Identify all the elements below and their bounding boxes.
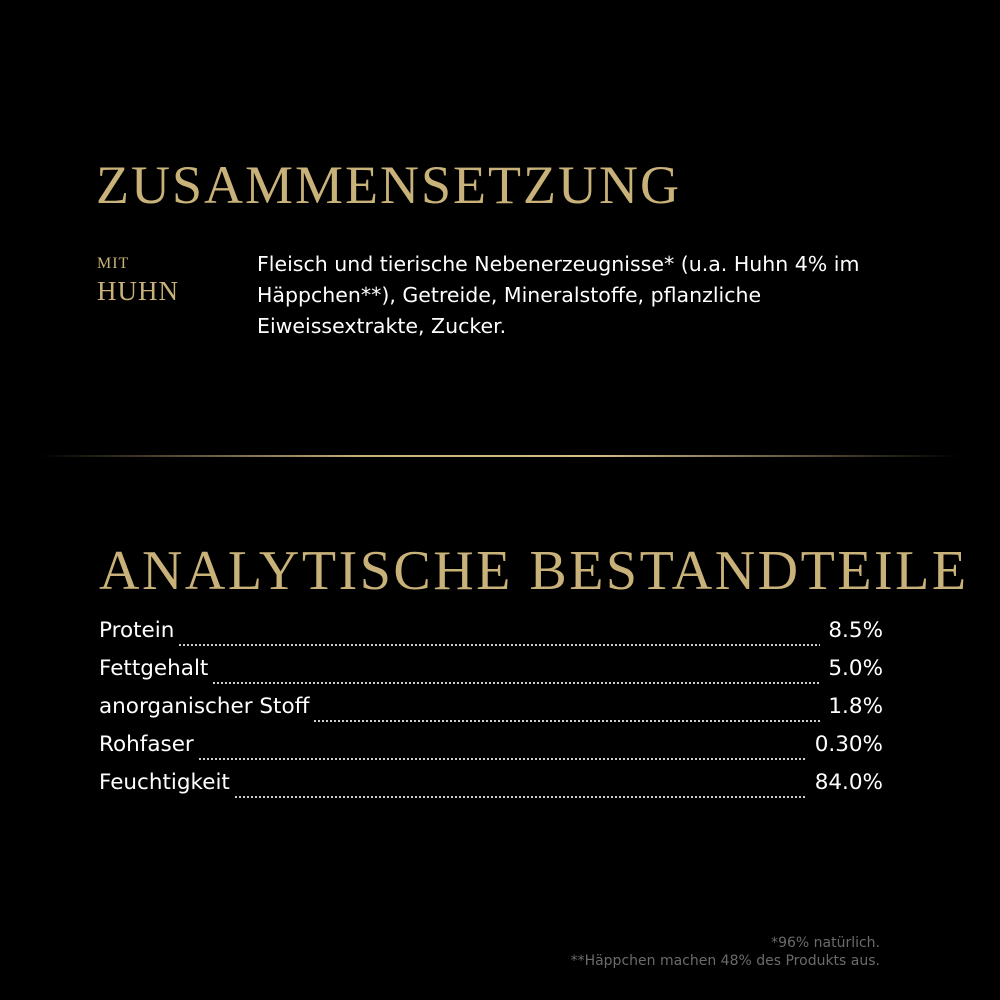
section-divider: [40, 455, 960, 457]
analysis-row-rohfaser: [99, 732, 883, 770]
variant-prefix: MIT: [97, 255, 130, 272]
analysis-label: anorganischer Stoff: [99, 694, 310, 719]
analysis-value: 5.0%: [828, 656, 883, 681]
analysis-label: Feuchtigkeit: [99, 770, 230, 795]
analysis-value: 84.0%: [814, 770, 883, 795]
analysis-list: [99, 618, 883, 808]
analysis-row-anorganischer-stoff: [99, 694, 883, 732]
analysis-value: 1.8%: [828, 694, 883, 719]
analysis-row-feuchtigkeit: [99, 770, 883, 808]
composition-heading: ZUSAMMENSETZUNG: [96, 155, 682, 215]
variant-name: HUHN: [97, 276, 179, 306]
dot-leader: [234, 795, 807, 799]
analysis-value: 8.5%: [828, 618, 883, 643]
footnotes: [571, 934, 880, 970]
analysis-label: Fettgehalt: [99, 656, 209, 681]
analysis-label: Rohfaser: [99, 732, 194, 757]
dot-leader: [313, 719, 820, 723]
analysis-value: 0.30%: [814, 732, 883, 757]
composition-text: Fleisch und tierische Nebenerzeugnisse* (u.a. Huhn 4% im Häppchen**), Getreide, Mineralstoffe, pflanzliche Eiweissextrakte, Zucker.: [257, 252, 860, 338]
dot-leader: [212, 681, 820, 685]
analysis-row-fettgehalt: [99, 656, 883, 694]
dot-leader: [178, 643, 820, 647]
footnote-natural: *96% natürlich.: [771, 935, 880, 951]
variant-label: [97, 256, 179, 305]
analysis-label: Protein: [99, 618, 175, 643]
analysis-heading: ANALYTISCHE BESTANDTEILE: [99, 540, 969, 602]
dot-leader: [198, 757, 807, 761]
footnote-chunks: **Häppchen machen 48% des Produkts aus.: [570, 953, 880, 969]
analysis-row-protein: [99, 618, 883, 656]
